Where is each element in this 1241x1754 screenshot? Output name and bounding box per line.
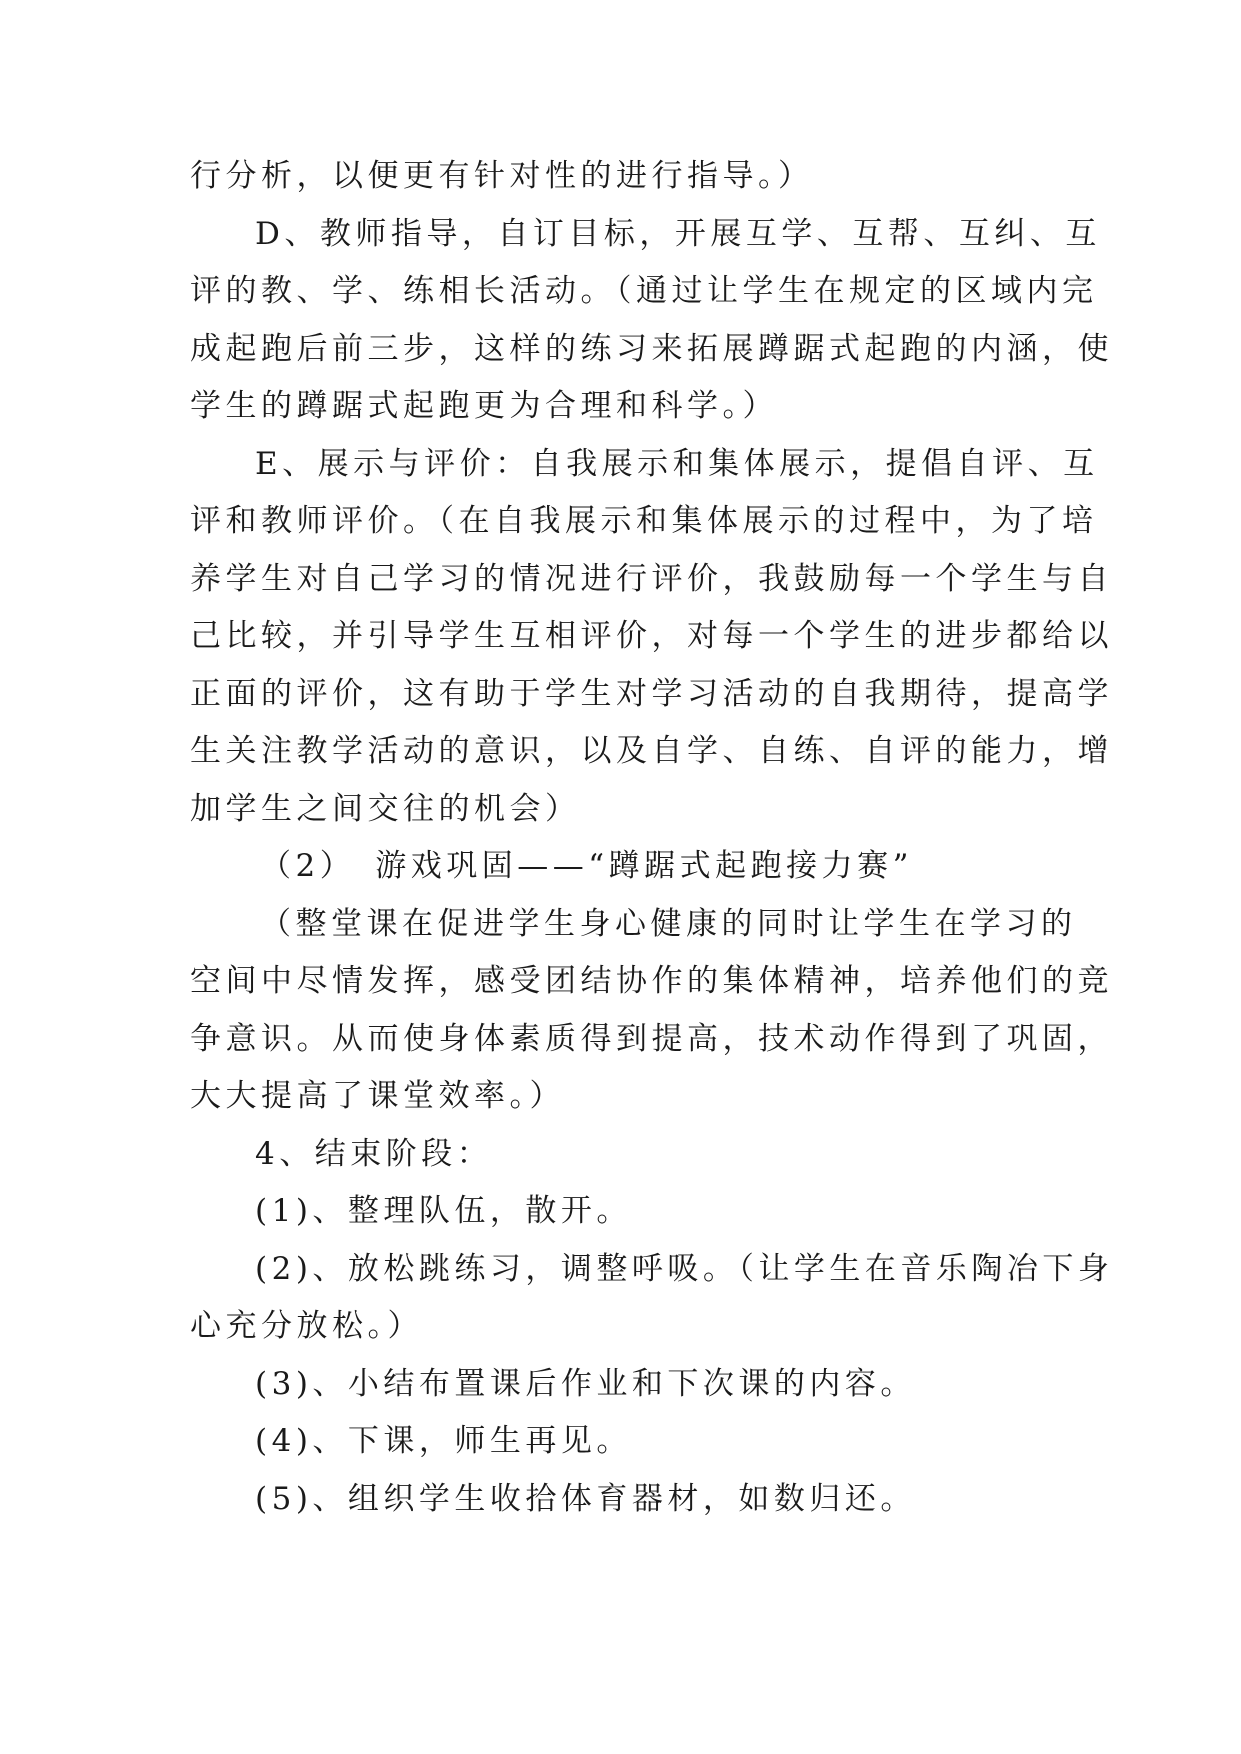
text-line: (3)、小结布置课后作业和下次课的内容。 (255, 1365, 916, 1402)
text-line: 评的教、学、练相长活动。（通过让学生在规定的区域内完 (190, 273, 1098, 309)
text-line: (4)、下课，师生再见。 (255, 1423, 632, 1459)
text-line: 行分析，以便更有针对性的进行指导。） (190, 158, 814, 194)
text-line: （2） 游戏巩固——“蹲踞式起跑接力赛” (260, 848, 913, 884)
text-line: 学生的蹲踞式起跑更为合理和科学。） (190, 388, 778, 424)
text-line: 成起跑后前三步，这样的练习来拓展蹲踞式起跑的内涵，使 (190, 330, 1113, 367)
text-line: D、教师指导，自订目标，开展互学、互帮、互纠、互 (255, 215, 1101, 252)
text-line: 正面的评价，这有助于学生对学习活动的自我期待，提高学 (190, 675, 1113, 712)
text-line: (1)、整理队伍，散开。 (255, 1193, 632, 1229)
text-line: 争意识。从而使身体素质得到提高，技术动作得到了巩固， (190, 1020, 1113, 1057)
text-line: E、展示与评价：自我展示和集体展示，提倡自评、互 (255, 445, 1099, 482)
text-line: (5)、组织学生收拾体育器材，如数归还。 (255, 1480, 916, 1517)
text-line: 己比较，并引导学生互相评价，对每一个学生的进步都给以 (190, 618, 1113, 654)
text-line: 4、结束阶段： (255, 1135, 493, 1172)
text-line: 大大提高了课堂效率。） (190, 1078, 565, 1114)
text-line: 空间中尽情发挥，感受团结协作的集体精神，培养他们的竞 (190, 963, 1113, 999)
text-line: 评和教师评价。（在自我展示和集体展示的过程中，为了培 (190, 503, 1098, 539)
text-line: 生关注教学活动的意识，以及自学、自练、自评的能力，增 (190, 733, 1113, 769)
text-line: (2)、放松跳练习，调整呼吸。（让学生在音乐陶冶下身 (255, 1250, 1114, 1287)
text-line: （整堂课在促进学生身心健康的同时让学生在学习的 (260, 905, 1077, 942)
text-line: 加学生之间交往的机会） (190, 790, 581, 827)
text-line: 心充分放松。） (190, 1308, 423, 1344)
text-line: 养学生对自己学习的情况进行评价，我鼓励每一个学生与自 (190, 560, 1113, 597)
body-text (190, 148, 1114, 1528)
